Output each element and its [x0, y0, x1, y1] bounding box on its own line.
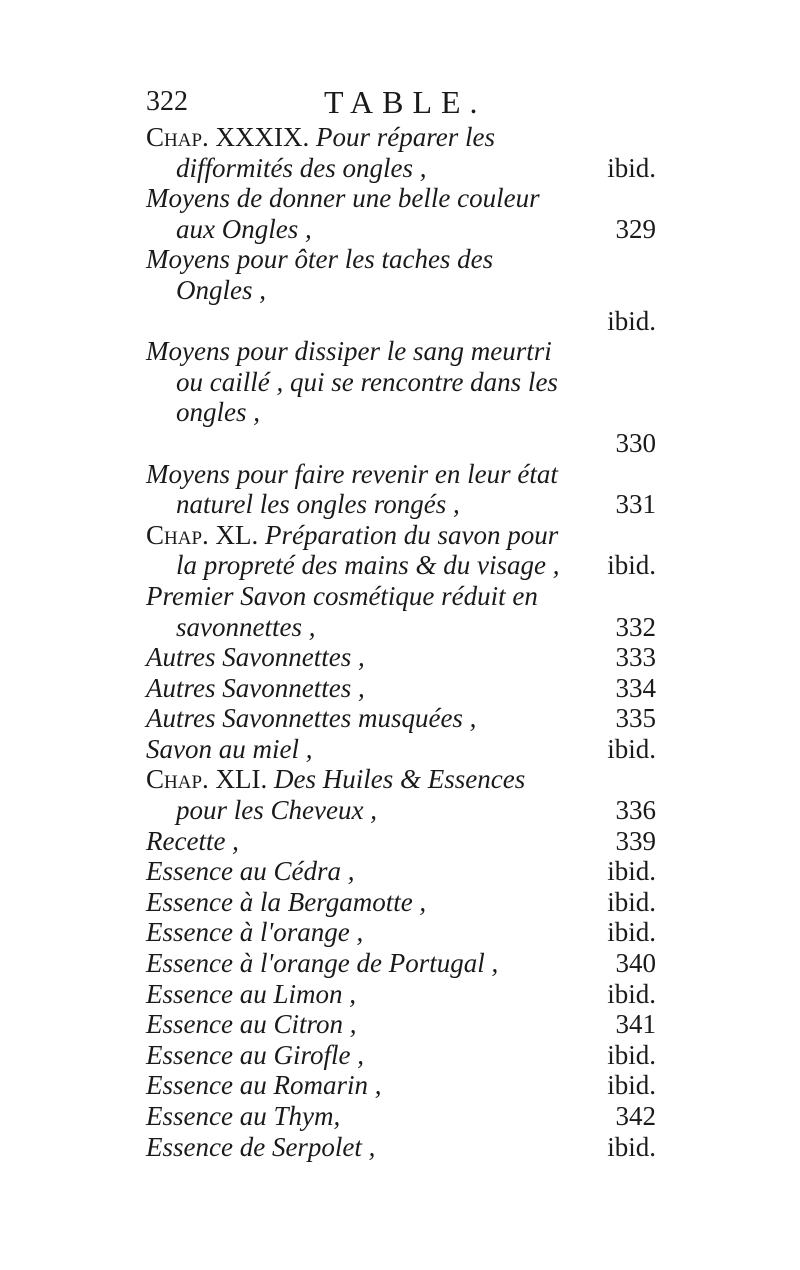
- entry-text: Essence au Thym,: [146, 1101, 341, 1131]
- entry-text: Essence au Cédra ,: [146, 856, 355, 887]
- entry-text: Savon au miel ,: [146, 733, 313, 764]
- entry-text: Moyens pour dissiper le sang meurtri ou caillé , qui se rencontre dans les ongles ,: [146, 336, 558, 428]
- entry-text: Recette ,: [146, 825, 239, 856]
- toc-entry: [146, 703, 656, 734]
- chapter-label: Chap.: [146, 122, 209, 152]
- page-header: [146, 84, 656, 124]
- chapter-number: XLI.: [215, 764, 268, 795]
- entry-text: Essence à la Bergamotte ,: [146, 886, 427, 917]
- entry-text: Essence de Serpolet ,: [146, 1131, 376, 1162]
- page-reference: ibid.: [607, 1039, 656, 1070]
- page-reference: ibid.: [607, 978, 656, 1009]
- page-number: 322: [146, 86, 188, 117]
- page-reference: 335: [615, 703, 656, 734]
- page-reference: ibid.: [607, 733, 656, 764]
- entry-text: Moyens pour faire revenir en leur état naturel les ongles rongés ,: [146, 458, 558, 520]
- chapter-entry: [146, 764, 656, 825]
- page-reference: 330: [615, 427, 656, 458]
- chapter-title: Des Huiles & Essences pour les Cheveux ,: [176, 764, 526, 826]
- entry-text: Autres Savonnettes ,: [146, 642, 365, 673]
- toc-entry: [146, 979, 656, 1010]
- page-reference: 331: [615, 489, 656, 520]
- page-reference: ibid.: [607, 152, 656, 183]
- running-title: TABLE.: [324, 84, 487, 120]
- entry-text: Essence au Limon ,: [146, 978, 356, 1009]
- toc-entry: [146, 581, 656, 642]
- toc-entry: [146, 1009, 656, 1040]
- chapter-title: Pour réparer les difformités des ongles ,: [176, 122, 496, 183]
- chapter-number: XXXIX.: [215, 122, 310, 152]
- entry-text: Moyens de donner une belle couleur aux Ongles ,: [146, 183, 540, 244]
- page-reference: 336: [615, 795, 656, 826]
- entry-text: Moyens pour ôter les taches des Ongles ,: [146, 244, 494, 305]
- entry-text: Essence au Citron ,: [146, 1009, 357, 1040]
- toc-entry: [146, 917, 656, 948]
- toc-entry: [146, 244, 656, 336]
- page-reference: ibid.: [607, 856, 656, 887]
- page-reference: ibid.: [607, 917, 656, 948]
- chapter-title: Préparation du savon pour la propreté des mains & du visage ,: [176, 519, 560, 581]
- entry-text: Autres Savonnettes ,: [146, 672, 365, 703]
- page-reference: 333: [615, 642, 656, 673]
- toc-entry: [146, 1040, 656, 1071]
- page-reference: 339: [615, 825, 656, 856]
- page-reference: 342: [615, 1101, 656, 1131]
- toc-entry: [146, 826, 656, 857]
- toc-entry: [146, 1132, 656, 1163]
- page-reference: 340: [615, 948, 656, 979]
- chapter-label: Chap.: [146, 764, 209, 795]
- toc-entry: [146, 1101, 656, 1132]
- toc-entry: [146, 336, 656, 458]
- toc-entry: [146, 856, 656, 887]
- page-reference: ibid.: [607, 550, 656, 581]
- entry-text: Autres Savonnettes musquées ,: [146, 703, 477, 734]
- page-reference: 329: [615, 213, 656, 244]
- page-reference: ibid.: [607, 1131, 656, 1162]
- chapter-entry: [146, 520, 656, 581]
- entry-text: [146, 764, 570, 825]
- entry-text: Essence au Girofle ,: [146, 1039, 364, 1070]
- entry-text: Premier Savon cosmétique réduit en savonnettes ,: [146, 580, 538, 642]
- toc-entry: [146, 673, 656, 704]
- entry-text: Essence à l'orange ,: [146, 917, 364, 948]
- chapter-number: XL.: [215, 519, 259, 550]
- entry-text: Essence au Romarin ,: [146, 1070, 382, 1101]
- toc-entry: [146, 642, 656, 673]
- entry-text: [146, 122, 570, 183]
- page-reference: ibid.: [607, 305, 656, 336]
- table-of-contents: [146, 122, 656, 1162]
- chapter-entry: [146, 122, 656, 183]
- page-reference: 332: [615, 611, 656, 642]
- entry-text: Essence à l'orange de Portugal ,: [146, 948, 499, 979]
- toc-entry: [146, 734, 656, 765]
- page-reference: 341: [615, 1009, 656, 1040]
- chapter-label: Chap.: [146, 519, 209, 550]
- toc-entry: [146, 459, 656, 520]
- toc-entry: [146, 183, 656, 244]
- toc-entry: [146, 887, 656, 918]
- toc-entry: [146, 948, 656, 979]
- entry-text: [146, 520, 570, 581]
- toc-entry: [146, 1070, 656, 1101]
- page-reference: ibid.: [607, 1070, 656, 1101]
- page-reference: 334: [615, 672, 656, 703]
- page-reference: ibid.: [607, 886, 656, 917]
